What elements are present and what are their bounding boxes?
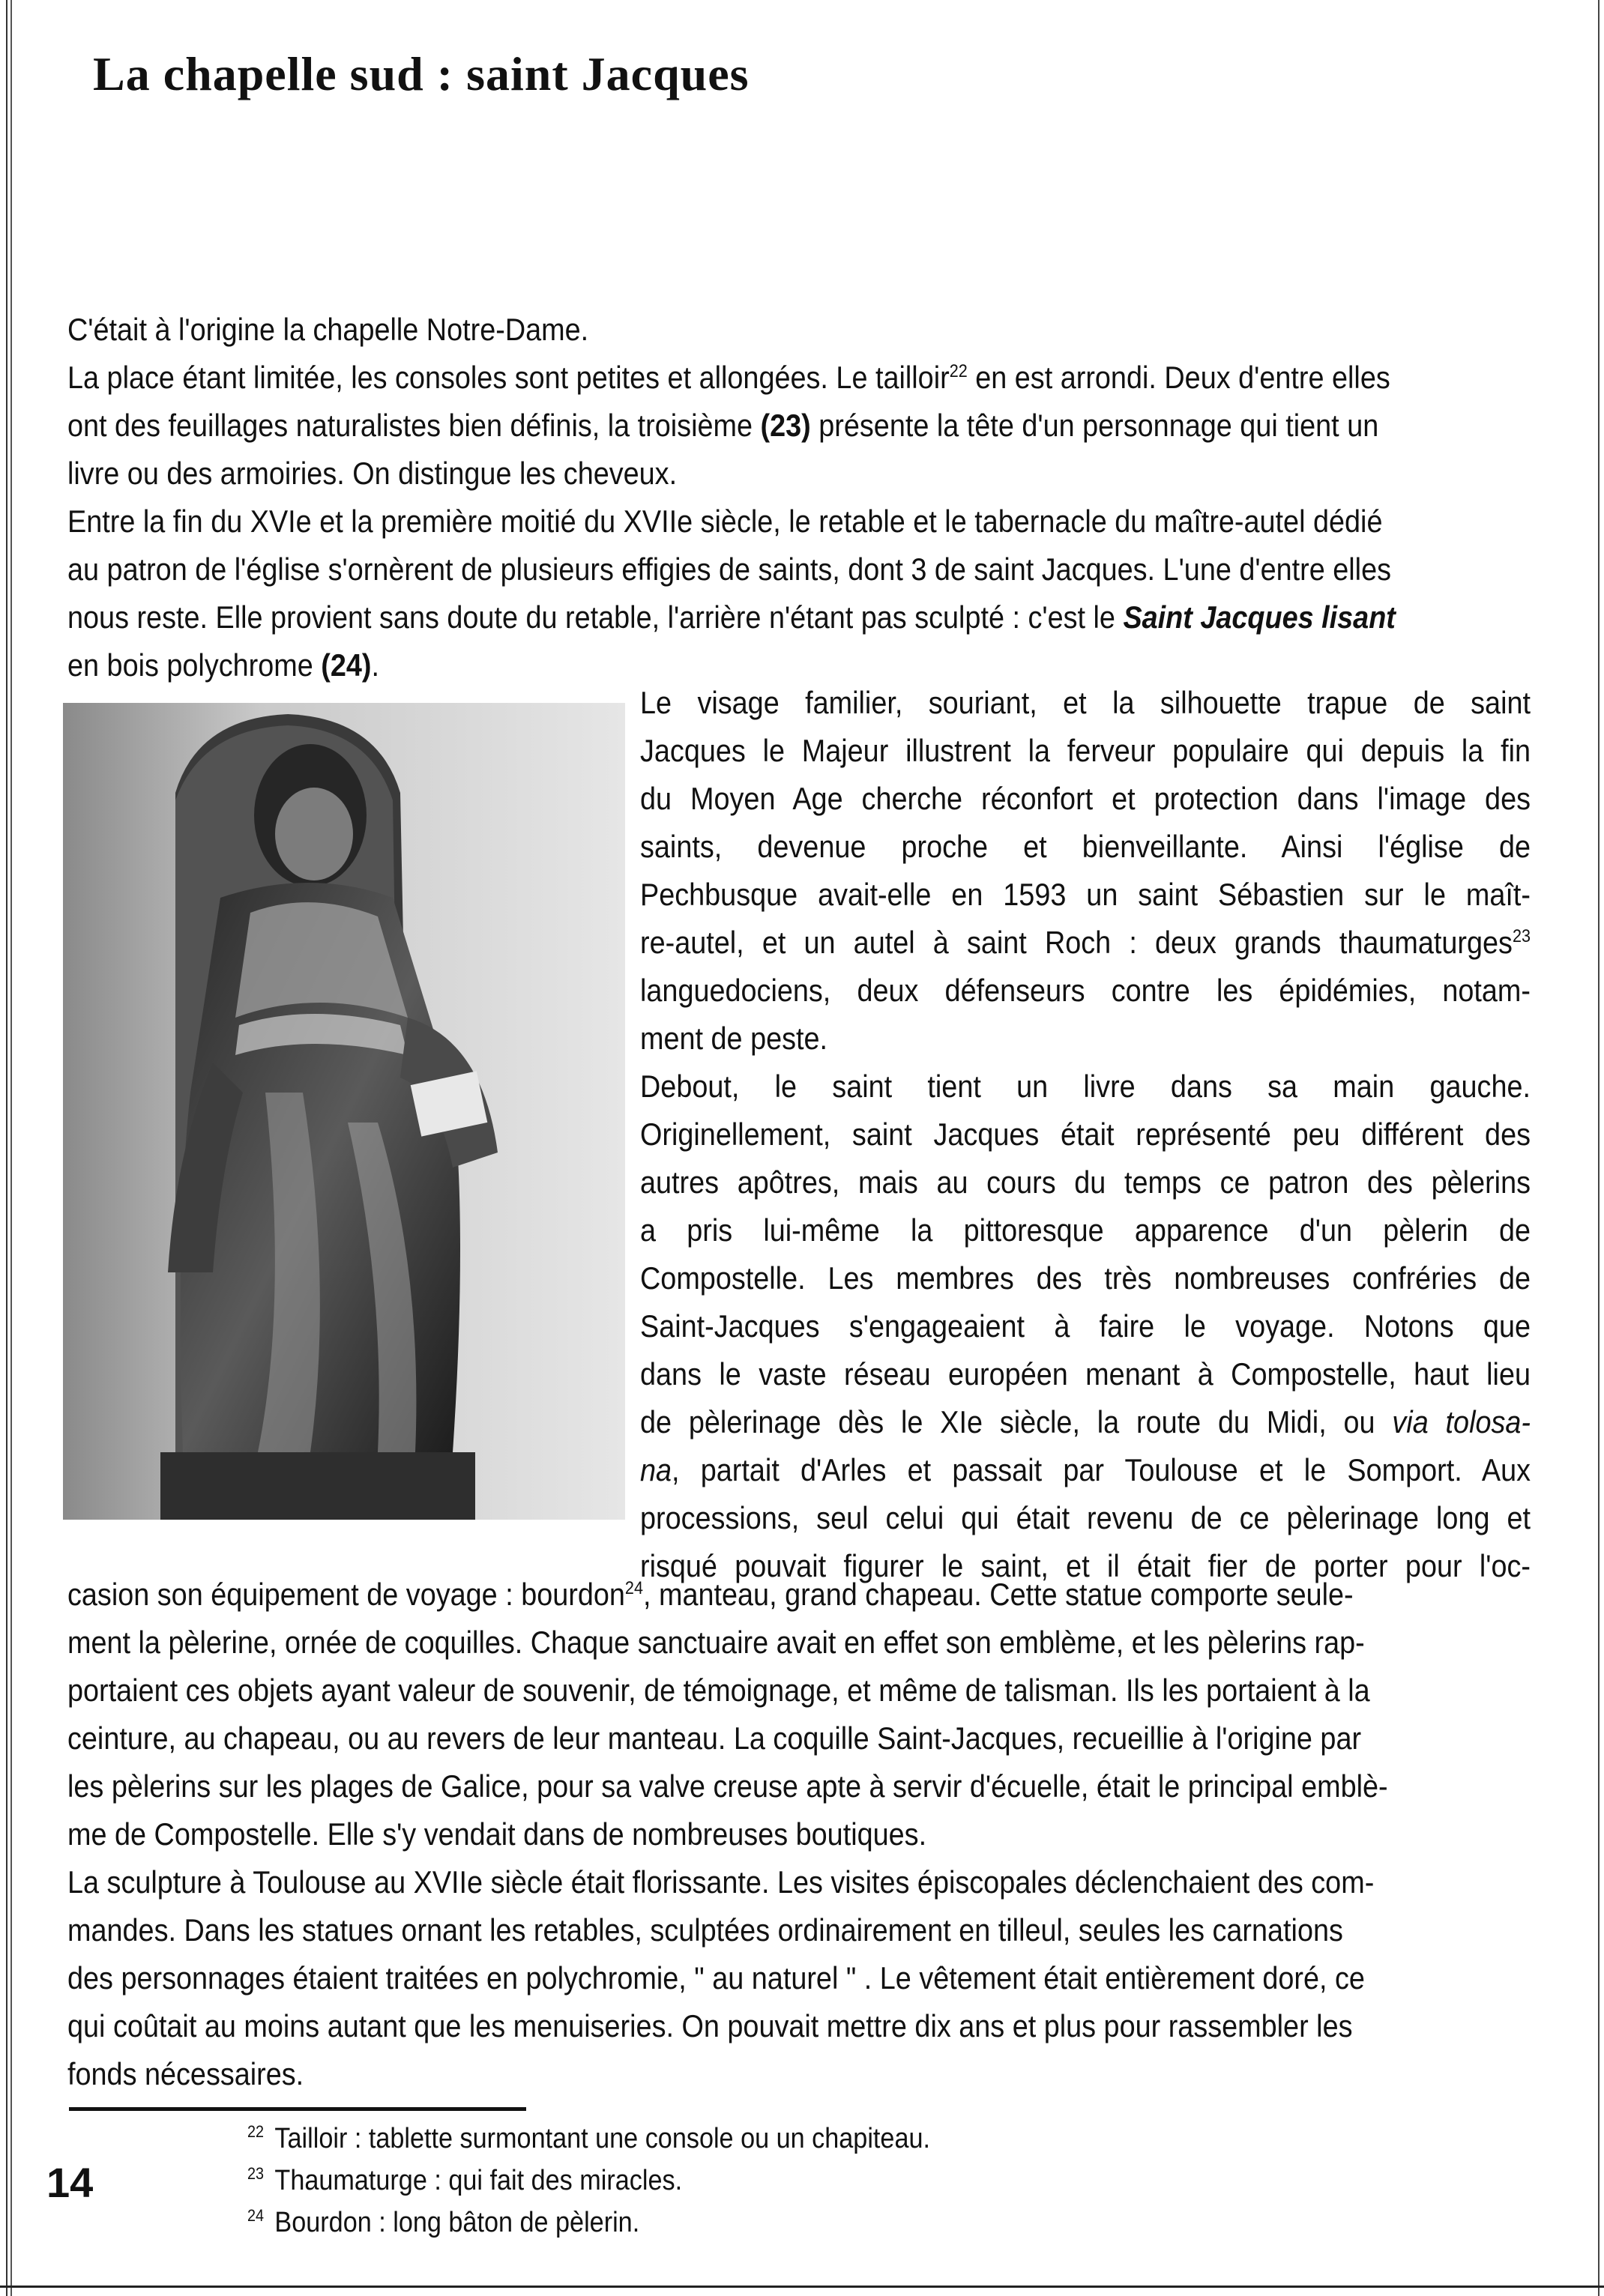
footnote-ref: 23 [1512,926,1531,946]
intro-line: La place étant limitée, les consoles sont petites et allongées. Le tailloir$^{22}$ en est arrondi. Deux d'entre elles [67,360,1390,395]
column-line: re-autel, et un autel à saint Roch : deux grands thaumaturges$^{23}$ [640,925,1531,960]
column-line: Originellement, saint Jacques était représenté peu différent des [640,1117,1531,1152]
continuation-paragraphs [67,1571,1565,2098]
column-line: Saint-Jacques s'engageaient à faire le voyage. Notons que [640,1308,1531,1344]
continuation-line: ceinture, au chapeau, ou au revers de leur manteau. La coquille Saint-Jacques, recueillie à l'origine par [67,1721,1362,1756]
continuation-line: portaient ces objets ayant valeur de souvenir, de témoignage, et même de talisman. Ils les portaient à la [67,1673,1370,1708]
page-number: 14 [46,2159,94,2206]
footnote-22: $^{22}$ Tailloir : tablette surmontant une console ou un chapiteau. [247,2122,930,2154]
statue-title: Saint Jacques lisant [1123,599,1396,635]
intro-line: C'était à l'origine la chapelle Notre-Dame. [67,312,589,347]
column-line: processions, seul celui qui était revenu de ce pèlerinage long et [640,1500,1531,1535]
footnote-separator [69,2107,526,2111]
right-column-text [640,679,1531,1590]
continuation-line: des personnages étaient traitées en polychromie, " au naturel " . Le vêtement était entièrement doré, ce [67,1960,1365,1996]
continuation-line: ment la pèlerine, ornée de coquilles. Chaque sanctuaire avait en effet son emblème, et les pèlerins rap- [67,1625,1365,1660]
continuation-line: La sculpture à Toulouse au XVIIe siècle était florissante. Les visites épiscopales déclenchaient des com- [67,1864,1375,1900]
footnote-24: $^{24}$ Bourdon : long bâton de pèlerin. [247,2206,640,2238]
footnotes [247,2118,1057,2244]
column-line: a pris lui-même la pittoresque apparence d'un pèlerin de [640,1212,1531,1248]
page-title: La chapelle sud : saint Jacques [93,47,750,100]
continuation-line: casion son équipement de voyage : bourdon$^{24}$, manteau, grand chapeau. Cette statue comporte seule- [67,1577,1354,1612]
figure-ref: (23) [760,408,811,443]
footnote-ref: 22 [949,361,968,381]
continuation-line: mandes. Dans les statues ornant les retables, sculptées ordinairement en tilleul, seules les carnations [67,1912,1343,1948]
continuation-line: me de Compostelle. Elle s'y vendait dans de nombreuses boutiques. [67,1816,927,1852]
column-line: saints, devenue proche et bienveillante. Ainsi l'église de [640,829,1531,864]
italic-term: na [640,1452,672,1487]
intro-paragraphs [67,306,1552,689]
column-line: autres apôtres, mais au cours du temps ce patron des pèlerins [640,1164,1531,1200]
page-right-edge [1598,0,1600,2296]
column-line: Debout, le saint tient un livre dans sa main gauche. [640,1069,1531,1104]
column-line: na, partait d'Arles et passait par Toulouse et le Somport. Aux [640,1452,1531,1487]
intro-line: livre ou des armoiries. On distingue les cheveux. [67,456,678,491]
intro-line: nous reste. Elle provient sans doute du retable, l'arrière n'étant pas sculpté : c'est le Saint Jacques lisant [67,599,1396,635]
column-line: dans le vaste réseau européen menant à Compostelle, haut lieu [640,1356,1531,1392]
page-bottom-edge [0,2286,1604,2288]
footnote-23: $^{23}$ Thaumaturge : qui fait des miracles. [247,2164,683,2196]
intro-line: en bois polychrome (24). [67,647,380,683]
column-line: Le visage familier, souriant, et la silhouette trapue de saint [640,685,1531,720]
column-line: Pechbusque avait-elle en 1593 un saint Sébastien sur le maît- [640,877,1531,912]
column-line: du Moyen Age cherche réconfort et protection dans l'image des [640,781,1531,816]
column-line: Compostelle. Les membres des très nombreuses confréries de [640,1260,1531,1296]
statue-photo [63,703,625,1520]
continuation-line: qui coûtait au moins autant que les menuiseries. On pouvait mettre dix ans et plus pour rassembler les [67,2008,1353,2043]
saint-jacques-statue-image [63,703,625,1520]
intro-line: ont des feuillages naturalistes bien définis, la troisième (23) présente la tête d'un personnage qui tient un [67,408,1379,443]
intro-line: au patron de l'église s'ornèrent de plusieurs effigies de saints, dont 3 de saint Jacques. L'une d'entre elles [67,552,1392,587]
italic-term: via tolosa- [1392,1404,1531,1439]
figure-ref: (24) [321,647,372,683]
column-line: risqué pouvait figurer le saint, et il était fier de porter pour l'oc- [640,1548,1531,1583]
column-line: languedociens, deux défenseurs contre les épidémies, notam- [640,973,1531,1008]
continuation-line: fonds nécessaires. [67,2056,304,2091]
intro-line: Entre la fin du XVIe et la première moitié du XVIIe siècle, le retable et le tabernacle du maître-autel dédié [67,504,1383,539]
column-line: Jacques le Majeur illustrent la ferveur populaire qui depuis la fin [640,733,1531,768]
page-binding-edge [6,0,13,2296]
footnote-ref: 24 [624,1578,643,1598]
column-line: ment de peste. [640,1021,828,1056]
column-line: de pèlerinage dès le XIe siècle, la route du Midi, ou via tolosa- [640,1404,1531,1439]
continuation-line: les pèlerins sur les plages de Galice, pour sa valve creuse apte à servir d'écuelle, était le principal emblè- [67,1768,1388,1804]
